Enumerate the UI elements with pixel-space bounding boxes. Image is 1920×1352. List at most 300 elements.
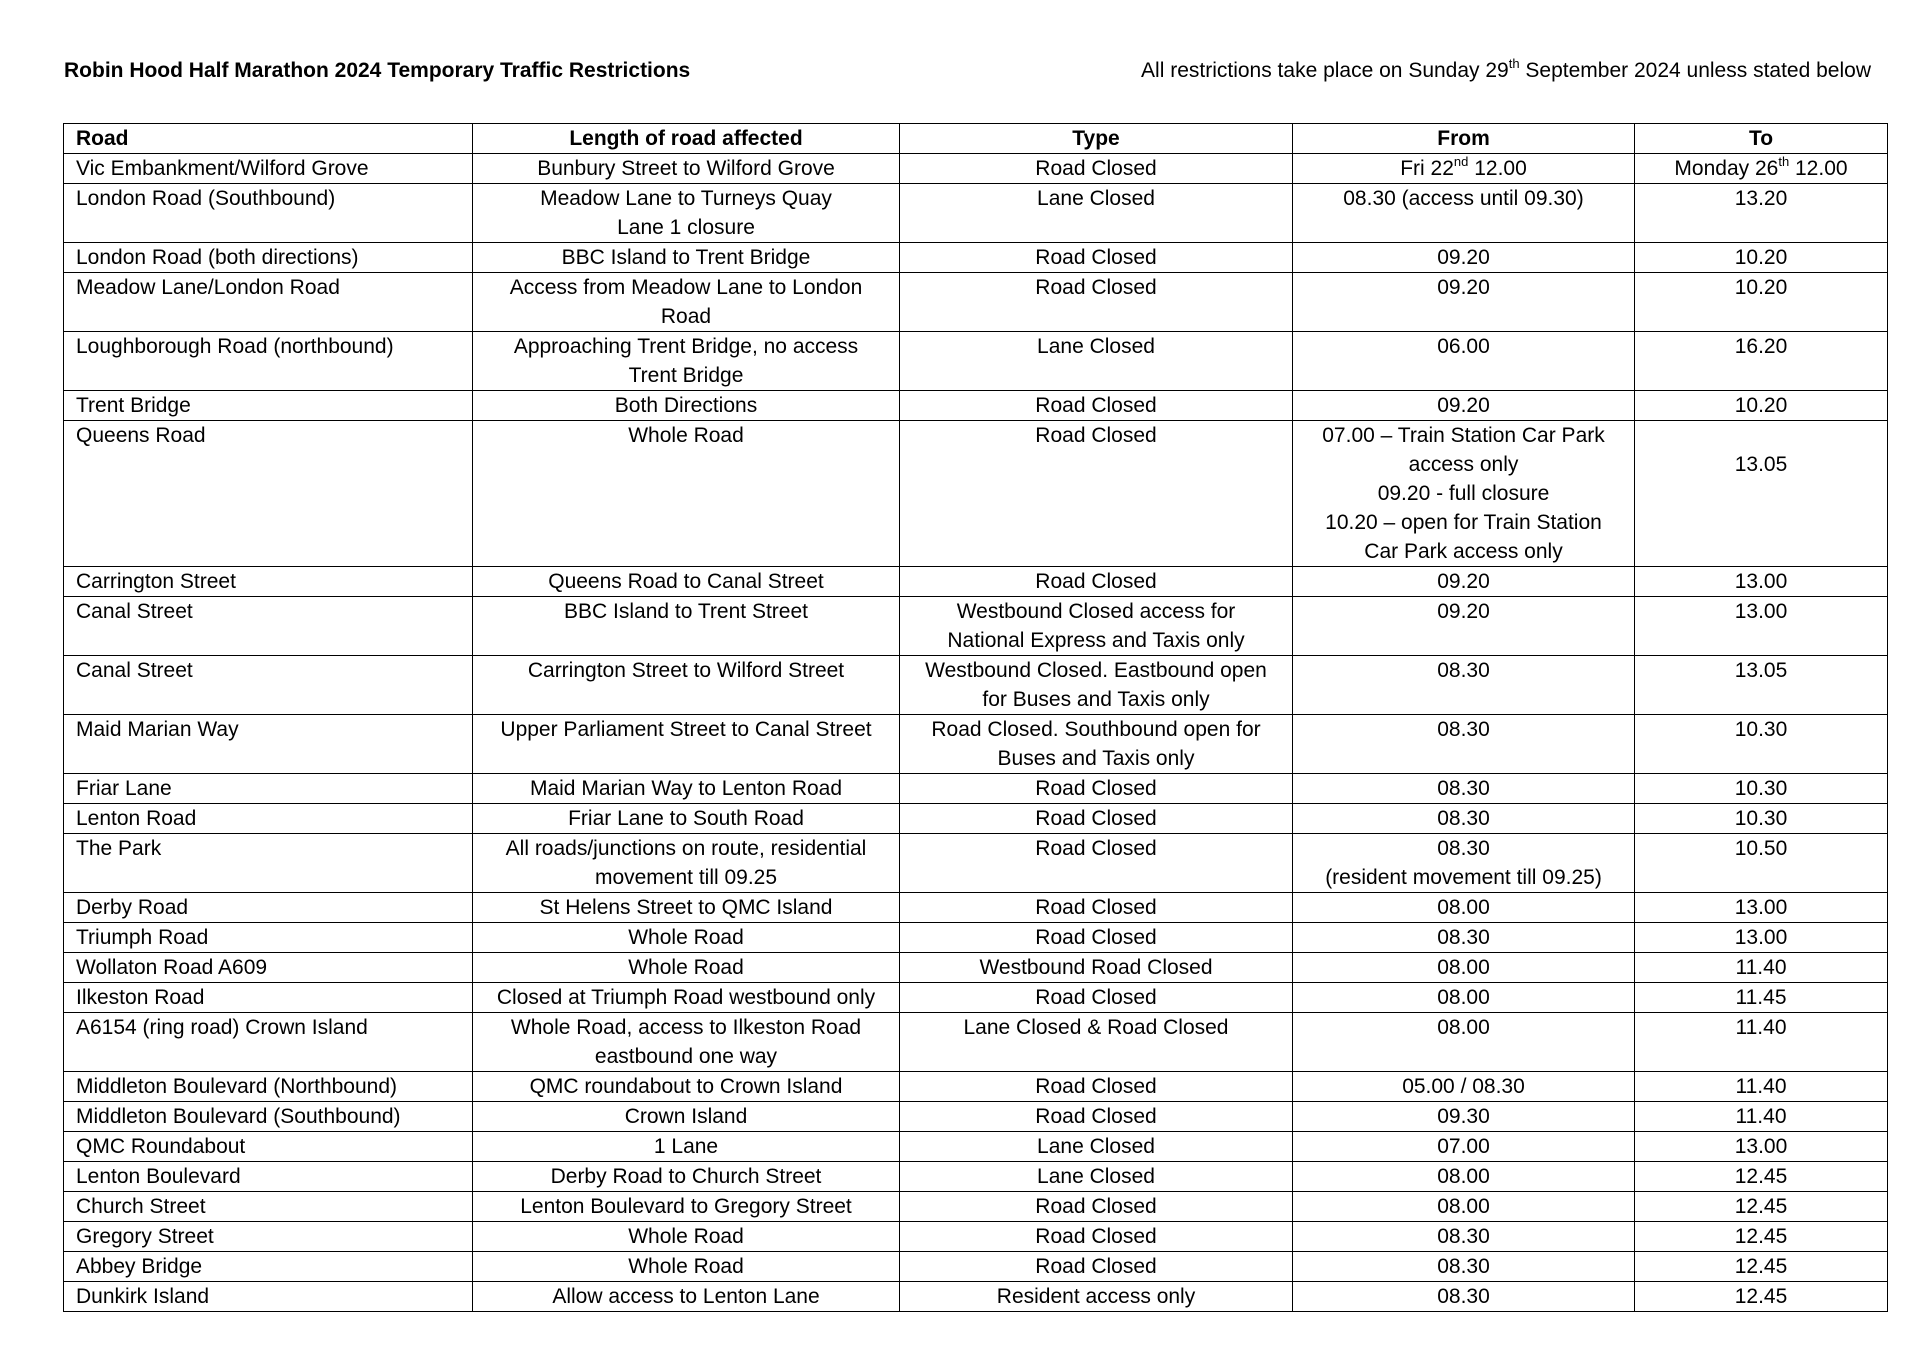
cell-type xyxy=(900,154,1293,184)
cell-line: Road Closed xyxy=(1035,246,1157,269)
cell-line xyxy=(1641,154,1881,183)
cell-type xyxy=(900,804,1293,834)
cell-line: 10.20 – open for Train Station xyxy=(1325,511,1602,534)
cell-to xyxy=(1635,184,1888,243)
table-row xyxy=(64,597,1888,656)
cell-line: Resident access only xyxy=(996,1285,1196,1308)
cell-from xyxy=(1293,154,1635,184)
cell-from xyxy=(1293,597,1635,656)
cell-line: Road Closed xyxy=(1035,896,1157,919)
cell-line: 12.45 xyxy=(1734,1225,1788,1248)
cell-line: Upper Parliament Street to Canal Street xyxy=(500,718,872,741)
cell-length xyxy=(473,243,900,273)
table-row xyxy=(64,893,1888,923)
cell-road xyxy=(64,1222,473,1252)
table-row xyxy=(64,1282,1888,1312)
cell-to xyxy=(1635,893,1888,923)
cell-line: 13.00 xyxy=(1734,600,1788,623)
cell-line: Allow access to Lenton Lane xyxy=(552,1285,820,1308)
cell-from xyxy=(1293,421,1635,567)
cell-road xyxy=(64,953,473,983)
cell-line: 13.00 xyxy=(1734,926,1788,949)
cell-line: Loughborough Road (northbound) xyxy=(76,335,394,358)
cell-to xyxy=(1635,1282,1888,1312)
cell-to xyxy=(1635,421,1888,567)
cell-to xyxy=(1635,953,1888,983)
cell-road xyxy=(64,656,473,715)
cell-type xyxy=(900,1132,1293,1162)
cell-to xyxy=(1635,1192,1888,1222)
column-header-road: Road xyxy=(64,124,473,154)
cell-line: 13.00 xyxy=(1734,1135,1788,1158)
table-row xyxy=(64,421,1888,567)
cell-length xyxy=(473,1222,900,1252)
cell-road xyxy=(64,1282,473,1312)
cell-type xyxy=(900,273,1293,332)
cell-type xyxy=(900,923,1293,953)
cell-line: 11.40 xyxy=(1735,956,1787,979)
cell-line: Dunkirk Island xyxy=(76,1285,210,1308)
cell-line: Access from Meadow Lane to London xyxy=(509,276,863,299)
cell-length xyxy=(473,774,900,804)
cell-line: Both Directions xyxy=(614,394,758,417)
ordinal-superscript: th xyxy=(1778,154,1790,169)
cell-type xyxy=(900,184,1293,243)
cell-road xyxy=(64,332,473,391)
cell-line: 08.00 xyxy=(1437,1195,1490,1218)
cell-type xyxy=(900,243,1293,273)
cell-line: 10.30 xyxy=(1734,777,1788,800)
cell-type xyxy=(900,421,1293,567)
date-note-superscript: th xyxy=(1508,56,1520,71)
cell-line: Wollaton Road A609 xyxy=(76,956,268,979)
cell-line: Road Closed xyxy=(1035,157,1157,180)
cell-to xyxy=(1635,597,1888,656)
cell-line: 08.00 xyxy=(1437,896,1490,919)
table-row xyxy=(64,391,1888,421)
cell-road xyxy=(64,774,473,804)
cell-line: Triumph Road xyxy=(76,926,209,949)
cell-line: Lane Closed xyxy=(1037,187,1155,210)
table-row xyxy=(64,1132,1888,1162)
cell-length xyxy=(473,804,900,834)
cell-line: London Road (Southbound) xyxy=(76,187,336,210)
table-body xyxy=(64,154,1888,1312)
table-row xyxy=(64,656,1888,715)
cell-to xyxy=(1635,1102,1888,1132)
cell-line: Road Closed xyxy=(1035,394,1157,417)
cell-road xyxy=(64,154,473,184)
cell-line: Canal Street xyxy=(76,600,193,623)
cell-line: Road Closed xyxy=(1035,777,1157,800)
cell-length xyxy=(473,391,900,421)
cell-length xyxy=(473,1162,900,1192)
cell-line: Lenton Road xyxy=(76,807,197,830)
cell-text: Fri 22 xyxy=(1400,157,1454,180)
cell-line: (resident movement till 09.25) xyxy=(1325,866,1602,889)
cell-line: St Helens Street to QMC Island xyxy=(539,896,833,919)
cell-length xyxy=(473,184,900,243)
cell-line: movement till 09.25 xyxy=(594,866,778,889)
cell-line: Church Street xyxy=(76,1195,206,1218)
cell-line: Crown Island xyxy=(624,1105,748,1128)
cell-from xyxy=(1293,1162,1635,1192)
cell-line: Road Closed. Southbound open for xyxy=(931,718,1261,741)
cell-from xyxy=(1293,923,1635,953)
cell-text: 12.00 xyxy=(1468,157,1527,180)
cell-from xyxy=(1293,1013,1635,1072)
cell-from xyxy=(1293,834,1635,893)
cell-line: 13.00 xyxy=(1734,570,1788,593)
cell-type xyxy=(900,715,1293,774)
cell-length xyxy=(473,1252,900,1282)
cell-length xyxy=(473,834,900,893)
cell-line: Trent Bridge xyxy=(628,364,744,387)
cell-line: 08.00 xyxy=(1437,986,1490,1009)
cell-line: 05.00 / 08.30 xyxy=(1402,1075,1525,1098)
cell-road xyxy=(64,834,473,893)
cell-line: access only xyxy=(1408,453,1519,476)
cell-line: 16.20 xyxy=(1734,335,1788,358)
cell-line: Road Closed xyxy=(1035,986,1157,1009)
cell-line: 1 Lane xyxy=(653,1135,719,1158)
cell-from xyxy=(1293,1132,1635,1162)
cell-type xyxy=(900,391,1293,421)
cell-line: 06.00 xyxy=(1437,335,1490,358)
table-header-row xyxy=(64,124,1888,154)
cell-line: Middleton Boulevard (Southbound) xyxy=(76,1105,401,1128)
cell-to xyxy=(1635,1162,1888,1192)
cell-line: 08.30 xyxy=(1437,718,1490,741)
cell-line: Road Closed xyxy=(1035,570,1157,593)
cell-line: 08.00 xyxy=(1437,956,1490,979)
column-header-to: To xyxy=(1635,124,1888,154)
cell-line: 12.45 xyxy=(1734,1285,1788,1308)
cell-road xyxy=(64,804,473,834)
table-row xyxy=(64,273,1888,332)
cell-line: for Buses and Taxis only xyxy=(982,688,1210,711)
cell-length xyxy=(473,1013,900,1072)
cell-line: Approaching Trent Bridge, no access xyxy=(513,335,859,358)
table-row xyxy=(64,243,1888,273)
date-note-text-end: September 2024 unless stated below xyxy=(1519,59,1871,82)
cell-line: Whole Road xyxy=(628,1255,744,1278)
cell-line: 11.40 xyxy=(1735,1016,1787,1039)
cell-length xyxy=(473,273,900,332)
cell-road xyxy=(64,1072,473,1102)
cell-line: Road xyxy=(660,305,712,328)
cell-road xyxy=(64,1013,473,1072)
cell-length xyxy=(473,1102,900,1132)
cell-to xyxy=(1635,273,1888,332)
cell-line: 09.30 xyxy=(1437,1105,1490,1128)
cell-length xyxy=(473,893,900,923)
cell-to xyxy=(1635,983,1888,1013)
cell-length xyxy=(473,656,900,715)
cell-type xyxy=(900,332,1293,391)
table-row xyxy=(64,774,1888,804)
table-row xyxy=(64,567,1888,597)
cell-type xyxy=(900,1072,1293,1102)
table-row xyxy=(64,834,1888,893)
cell-line: Whole Road xyxy=(628,956,744,979)
cell-line: Whole Road xyxy=(628,926,744,949)
cell-from xyxy=(1293,1222,1635,1252)
cell-to xyxy=(1635,923,1888,953)
cell-text: 12.00 xyxy=(1789,157,1848,180)
cell-line: Road Closed xyxy=(1035,807,1157,830)
cell-line: Road Closed xyxy=(1035,1255,1157,1278)
cell-road xyxy=(64,1162,473,1192)
cell-type xyxy=(900,1192,1293,1222)
cell-line: 09.20 xyxy=(1437,246,1490,269)
cell-line: 10.30 xyxy=(1734,807,1788,830)
cell-road xyxy=(64,893,473,923)
cell-line: 12.45 xyxy=(1734,1255,1788,1278)
cell-line: 08.30 xyxy=(1437,807,1490,830)
cell-length xyxy=(473,154,900,184)
cell-road xyxy=(64,715,473,774)
cell-line: 08.30 xyxy=(1437,777,1490,800)
cell-line: Maid Marian Way to Lenton Road xyxy=(529,777,843,800)
cell-type xyxy=(900,1282,1293,1312)
cell-line: 08.30 xyxy=(1437,926,1490,949)
cell-from xyxy=(1293,1282,1635,1312)
cell-to xyxy=(1635,1072,1888,1102)
cell-length xyxy=(473,983,900,1013)
cell-to xyxy=(1635,656,1888,715)
cell-from xyxy=(1293,774,1635,804)
cell-line: Lenton Boulevard to Gregory Street xyxy=(520,1195,852,1218)
cell-length xyxy=(473,953,900,983)
cell-road xyxy=(64,421,473,567)
cell-from xyxy=(1293,1102,1635,1132)
cell-line: Carrington Street to Wilford Street xyxy=(527,659,845,682)
cell-line: Road Closed xyxy=(1035,926,1157,949)
cell-to xyxy=(1635,1222,1888,1252)
column-header-length: Length of road affected xyxy=(473,124,900,154)
cell-line: Friar Lane xyxy=(76,777,172,800)
table-row xyxy=(64,715,1888,774)
cell-line: 08.30 xyxy=(1437,1255,1490,1278)
ordinal-superscript: nd xyxy=(1453,154,1469,169)
cell-line: 08.00 xyxy=(1437,1016,1490,1039)
cell-line: 08.00 xyxy=(1437,1165,1490,1188)
cell-length xyxy=(473,1282,900,1312)
cell-line: 07.00 xyxy=(1437,1135,1490,1158)
table-row xyxy=(64,1013,1888,1072)
cell-line: Middleton Boulevard (Northbound) xyxy=(76,1075,398,1098)
cell-line: All roads/junctions on route, residential xyxy=(505,837,867,860)
cell-line: 10.30 xyxy=(1734,718,1788,741)
cell-road xyxy=(64,1102,473,1132)
cell-line: 09.20 xyxy=(1437,394,1490,417)
cell-road xyxy=(64,273,473,332)
cell-road xyxy=(64,1132,473,1162)
table-row xyxy=(64,1102,1888,1132)
cell-type xyxy=(900,1162,1293,1192)
table-row xyxy=(64,1192,1888,1222)
cell-line: 13.00 xyxy=(1734,896,1788,919)
cell-from xyxy=(1293,332,1635,391)
table-row xyxy=(64,1072,1888,1102)
cell-road xyxy=(64,983,473,1013)
cell-line: 13.05 xyxy=(1734,659,1788,682)
cell-length xyxy=(473,567,900,597)
table-row xyxy=(64,332,1888,391)
cell-line: 11.40 xyxy=(1735,1075,1787,1098)
cell-line: 09.20 xyxy=(1437,600,1490,623)
cell-line: Road Closed xyxy=(1035,1105,1157,1128)
cell-line: 08.30 xyxy=(1437,1225,1490,1248)
cell-from xyxy=(1293,273,1635,332)
cell-to xyxy=(1635,774,1888,804)
cell-type xyxy=(900,1252,1293,1282)
cell-line: 08.30 xyxy=(1437,837,1490,860)
cell-line: Westbound Road Closed xyxy=(979,956,1213,979)
cell-line: 08.30 (access until 09.30) xyxy=(1343,187,1584,210)
cell-line: Road Closed xyxy=(1035,837,1157,860)
cell-line: Whole Road xyxy=(628,1225,744,1248)
cell-road xyxy=(64,923,473,953)
cell-line: 10.20 xyxy=(1734,394,1788,417)
column-header-from: From xyxy=(1293,124,1635,154)
cell-line: Lane Closed xyxy=(1037,335,1155,358)
cell-line: 11.45 xyxy=(1735,986,1787,1009)
cell-line: Road Closed xyxy=(1035,424,1157,447)
cell-road xyxy=(64,567,473,597)
cell-line: Vic Embankment/Wilford Grove xyxy=(76,157,369,180)
table-row xyxy=(64,923,1888,953)
cell-to xyxy=(1635,391,1888,421)
cell-line: Buses and Taxis only xyxy=(997,747,1195,770)
cell-type xyxy=(900,953,1293,983)
cell-line: Gregory Street xyxy=(76,1225,214,1248)
cell-road xyxy=(64,1192,473,1222)
cell-line: Road Closed xyxy=(1035,1075,1157,1098)
cell-from xyxy=(1293,567,1635,597)
cell-road xyxy=(64,391,473,421)
cell-line: 09.20 - full closure xyxy=(1377,482,1550,505)
table-row xyxy=(64,1252,1888,1282)
cell-line: Abbey Bridge xyxy=(76,1255,203,1278)
cell-to xyxy=(1635,154,1888,184)
cell-type xyxy=(900,1102,1293,1132)
cell-line: BBC Island to Trent Bridge xyxy=(561,246,811,269)
cell-length xyxy=(473,1072,900,1102)
cell-line: Lane 1 closure xyxy=(617,216,755,239)
cell-line: A6154 (ring road) Crown Island xyxy=(76,1016,368,1039)
cell-line: Queens Road xyxy=(76,424,206,447)
cell-from xyxy=(1293,804,1635,834)
cell-to xyxy=(1635,332,1888,391)
cell-line xyxy=(1641,421,1881,450)
table-row xyxy=(64,154,1888,184)
cell-line: Ilkeston Road xyxy=(76,986,205,1009)
cell-to xyxy=(1635,1252,1888,1282)
cell-to xyxy=(1635,243,1888,273)
cell-text: Monday 26 xyxy=(1674,157,1779,180)
cell-line: Derby Road to Church Street xyxy=(550,1165,822,1188)
cell-from xyxy=(1293,953,1635,983)
cell-line: Lane Closed xyxy=(1037,1165,1155,1188)
cell-line: eastbound one way xyxy=(594,1045,778,1068)
cell-from xyxy=(1293,243,1635,273)
cell-line: 12.45 xyxy=(1734,1195,1788,1218)
cell-line: Closed at Triumph Road westbound only xyxy=(496,986,876,1009)
document-date-note xyxy=(1141,58,1871,84)
cell-to xyxy=(1635,567,1888,597)
cell-line: Carrington Street xyxy=(76,570,236,593)
cell-type xyxy=(900,774,1293,804)
cell-line: BBC Island to Trent Street xyxy=(564,600,808,623)
table-row xyxy=(64,184,1888,243)
cell-type xyxy=(900,1222,1293,1252)
cell-line: Canal Street xyxy=(76,659,193,682)
cell-from xyxy=(1293,893,1635,923)
cell-road xyxy=(64,243,473,273)
cell-from xyxy=(1293,1252,1635,1282)
cell-from xyxy=(1293,391,1635,421)
cell-line: 10.50 xyxy=(1734,837,1788,860)
cell-line: 10.20 xyxy=(1734,246,1788,269)
cell-line: Whole Road, access to Ilkeston Road xyxy=(510,1016,862,1039)
cell-length xyxy=(473,597,900,656)
cell-type xyxy=(900,656,1293,715)
cell-type xyxy=(900,834,1293,893)
cell-length xyxy=(473,1132,900,1162)
cell-line: 12.45 xyxy=(1734,1165,1788,1188)
cell-line: 11.40 xyxy=(1735,1105,1787,1128)
cell-line: Meadow Lane to Turneys Quay xyxy=(540,187,832,210)
table-row xyxy=(64,1162,1888,1192)
cell-line xyxy=(1299,154,1628,183)
cell-line: 10.20 xyxy=(1734,276,1788,299)
cell-line: Bunbury Street to Wilford Grove xyxy=(537,157,835,180)
cell-to xyxy=(1635,834,1888,893)
cell-road xyxy=(64,184,473,243)
cell-from xyxy=(1293,1072,1635,1102)
cell-type xyxy=(900,597,1293,656)
cell-line: 13.20 xyxy=(1734,187,1788,210)
document-title: Robin Hood Half Marathon 2024 Temporary Traffic Restrictions xyxy=(64,59,691,82)
cell-line: Trent Bridge xyxy=(76,394,191,417)
cell-line: Meadow Lane/London Road xyxy=(76,276,340,299)
cell-line: London Road (both directions) xyxy=(76,246,359,269)
cell-line: Road Closed xyxy=(1035,1225,1157,1248)
cell-to xyxy=(1635,1013,1888,1072)
cell-line: QMC roundabout to Crown Island xyxy=(529,1075,843,1098)
cell-line: 08.30 xyxy=(1437,659,1490,682)
cell-line: Road Closed xyxy=(1035,276,1157,299)
cell-type xyxy=(900,983,1293,1013)
cell-line: 09.20 xyxy=(1437,570,1490,593)
cell-road xyxy=(64,1252,473,1282)
cell-line: Lane Closed & Road Closed xyxy=(963,1016,1229,1039)
cell-line: 08.30 xyxy=(1437,1285,1490,1308)
cell-to xyxy=(1635,804,1888,834)
cell-line: Maid Marian Way xyxy=(76,718,239,741)
cell-road xyxy=(64,597,473,656)
restrictions-table xyxy=(63,123,1888,1312)
cell-line: Queens Road to Canal Street xyxy=(548,570,824,593)
table-row xyxy=(64,1222,1888,1252)
table-row xyxy=(64,804,1888,834)
cell-line: The Park xyxy=(76,837,162,860)
cell-type xyxy=(900,893,1293,923)
cell-line: 07.00 – Train Station Car Park xyxy=(1322,424,1605,447)
cell-length xyxy=(473,715,900,774)
